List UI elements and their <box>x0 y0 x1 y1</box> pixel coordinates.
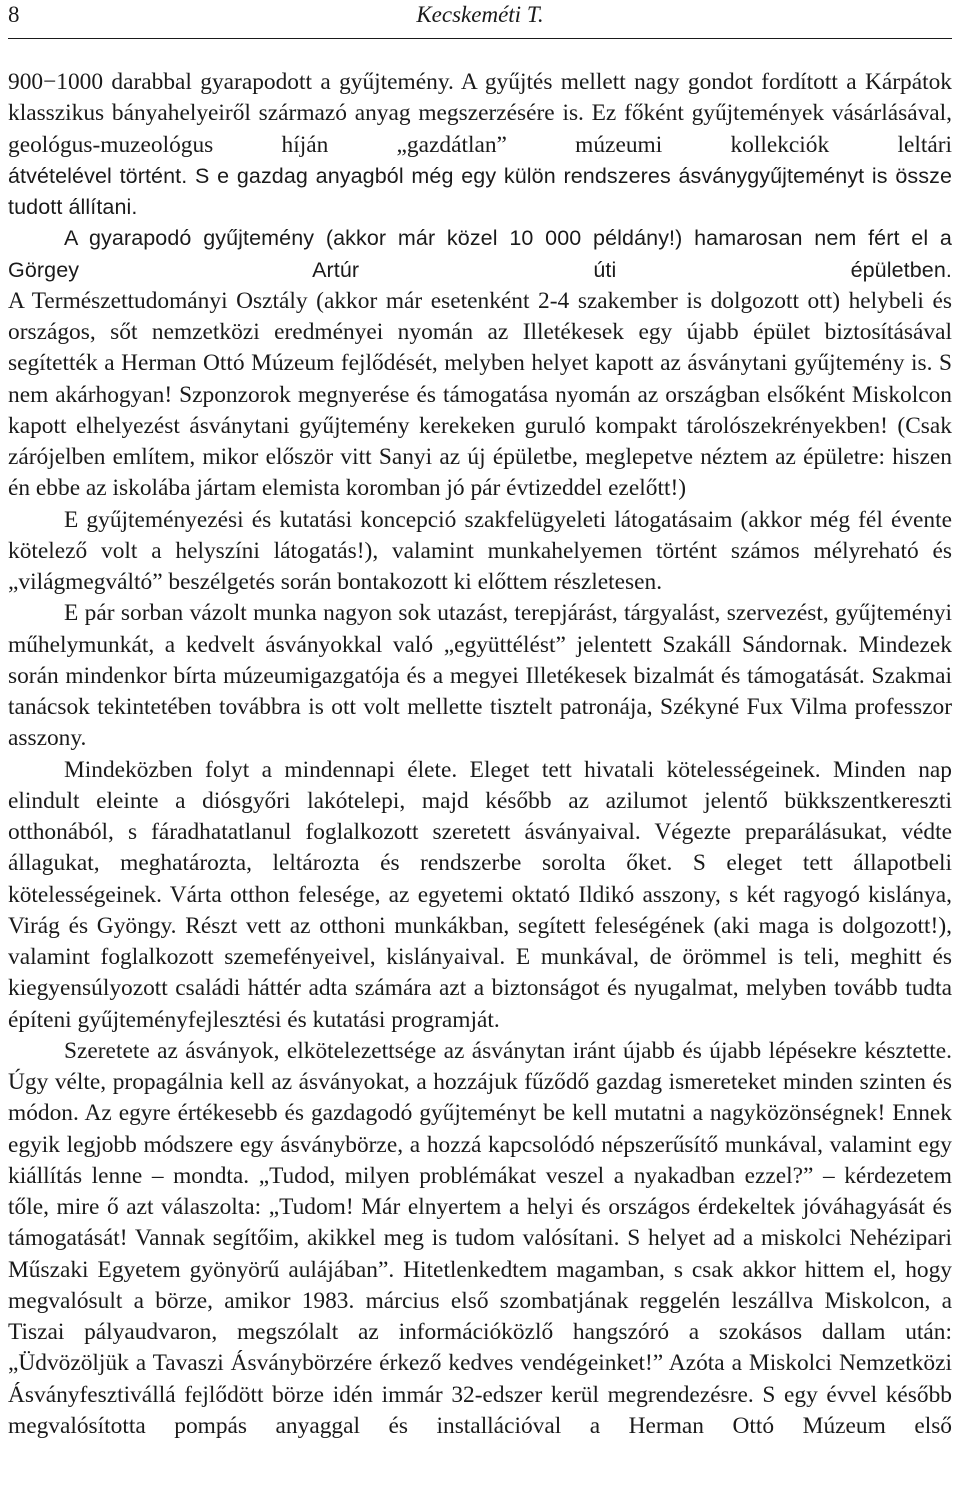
paragraph: A Természettudományi Osztály (akkor már esetenként 2-4 szakember is dolgozott ott) helybeli és országos, sőt nemzetközi eredményei nyomán az Illetékesek egy újabb épület biztosításával segítették a Herman Ottó Múzeum fejlődését, melyben helyet kapott az ásványtani gyűjtemény is. S nem akárhogyan! Szponzorok megnyerése és támogatása nyomán az országban elsőként Miskolcon kapott elhelyezést ásványtani gyűjtemény kerekeken guruló kompakt tárolószekrényekben! (Csak zárójelben említem, mikor először vitt Sanyi az új épületbe, meglepetve néztem az épületre: hiszen én ebbe az iskolába jártam elemista koromban jó pár évtizeddel ezelőtt!) <box>8 287 952 502</box>
paragraph: E gyűjteményezési és kutatási koncepció szakfelügyeleti látogatásaim (akkor még fél évente kötelező volt a helyszíni látogatás!), valamint munkahelyemen történt számos mélyreható és „világmegváltó” beszélgetés során bontakozott ki előttem részletesen. <box>8 506 952 595</box>
header-rule <box>8 38 952 39</box>
paragraph: átvételével történt. S e gazdag anyagból még egy külön rendszeres ásványgyűjteményt is össze tudott állítani. <box>8 163 952 219</box>
running-head <box>8 0 952 30</box>
paragraph: E pár sorban vázolt munka nagyon sok utazást, terepjárást, tárgyalást, szervezést, gyűjteményi műhelymunkát, a kedvelt ásványokkal való „együttélést” jelentett Szakáll Sándornak. Mindezek során mindenkor bírta múzeumigazgatója és a megyei Illetékesek bizalmát és támogatását. Szakmai tanácsok tekintetében továbbra is ott volt mellette tisztelt patronája, Székyné Fux Vilma professzor asszony. <box>8 600 952 752</box>
paragraph: Mindeközben folyt a mindennapi élete. Eleget tett hivatali kötelességeinek. Minden nap elindult eleinte a diósgyőri lakótelepi, majd később az azilumot jelentő bükkszentkereszti otthonából, s fáradhatatlanul foglalkozott szeretett ásványaival. Végezte preparálásukat, védte állagukat, meghatározta, leltározta és rendszerbe sorolta őket. S eleget tett állapotbeli kötelességeinek. Várta otthon felesége, az egyetemi oktató Ildikó asszony, s két ragyogó kislánya, Virág és Gyöngy. Részt vett az otthoni munkákban, segített feleségének (aki maga is dolgozott!), valamint foglalkozott szemefényeivel, kislányaival. E munkával, de örömmel is teli, meghitt és kiegyensúlyozott családi háttér adta számára azt a biztonságot és nyugalmat, melyben tovább tudta építeni gyűjteményfejlesztési és kutatási programját. <box>8 756 952 1033</box>
paragraph: 900−1000 darabbal gyarapodott a gyűjtemény. A gyűjtés mellett nagy gondot fordított a Kárpátok klasszikus bányahelyeiről származó anyag megszerzésére is. Ez főként gyűjtemények vásárlásával, geológus-muzeológus híján „gazdátlan” múzeumi kollekciók leltári <box>8 69 952 158</box>
paragraph: Szeretete az ásványok, elkötelezettsége az ásványtan iránt újabb és újabb lépésekre késztette. Úgy vélte, propagálnia kell az ásványokat, a hozzájuk fűződő gazdag ismereteket minden szinten és módon. Az egyre értékesebb és gazdagodó gyűjteményt be kell mutatni a nagyközönségnek! Ennek egyik legjobb módszere egy ásványbörze, a hozzá kapcsolódó népszerűsítő munkával, valamint egy kiállítás lenne – mondta. „Tudod, milyen problémákat veszel a nyakadban ezzel?” – kérdezetem tőle, mire ő azt válaszolta: „Tudom! Már elnyertem a helyi és országos érdekeltek jóváhagyását és támogatását! Vannak segítőim, akikkel meg is tudom valósítani. S helyet ad a miskolci Nehézipari Műszaki Egyetem gyönyörű aulájában”. Hitetlenkedtem magamban, s csak akkor hittem el, hogy megvalósult a börze, amikor 1983. március első szombatjának reggelén leszállva Miskolcon, a Tiszai pályaudvaron, megszólalt az információközlő hangszóró a szokásos dallam után: „Üdvözöljük a Tavaszi Ásványbörzére érkező kedves vendégeinket!” Azóta a Miskolci Nemzetközi Ásványfesztivállá fejlődött börze idén immár 32-edszer kerül megrendezésre. S egy évvel később megvalósította pompás anyaggal és installációval a Herman Ottó Múzeum első <box>8 1037 952 1439</box>
paragraph: A gyarapodó gyűjtemény (akkor már közel 10 000 példány!) hamarosan nem fért el a Görgey Artúr úti épületben. <box>8 226 952 282</box>
page-number: 8 <box>8 2 20 27</box>
running-title: Kecskeméti T. <box>416 2 544 27</box>
body-text <box>8 67 952 1442</box>
